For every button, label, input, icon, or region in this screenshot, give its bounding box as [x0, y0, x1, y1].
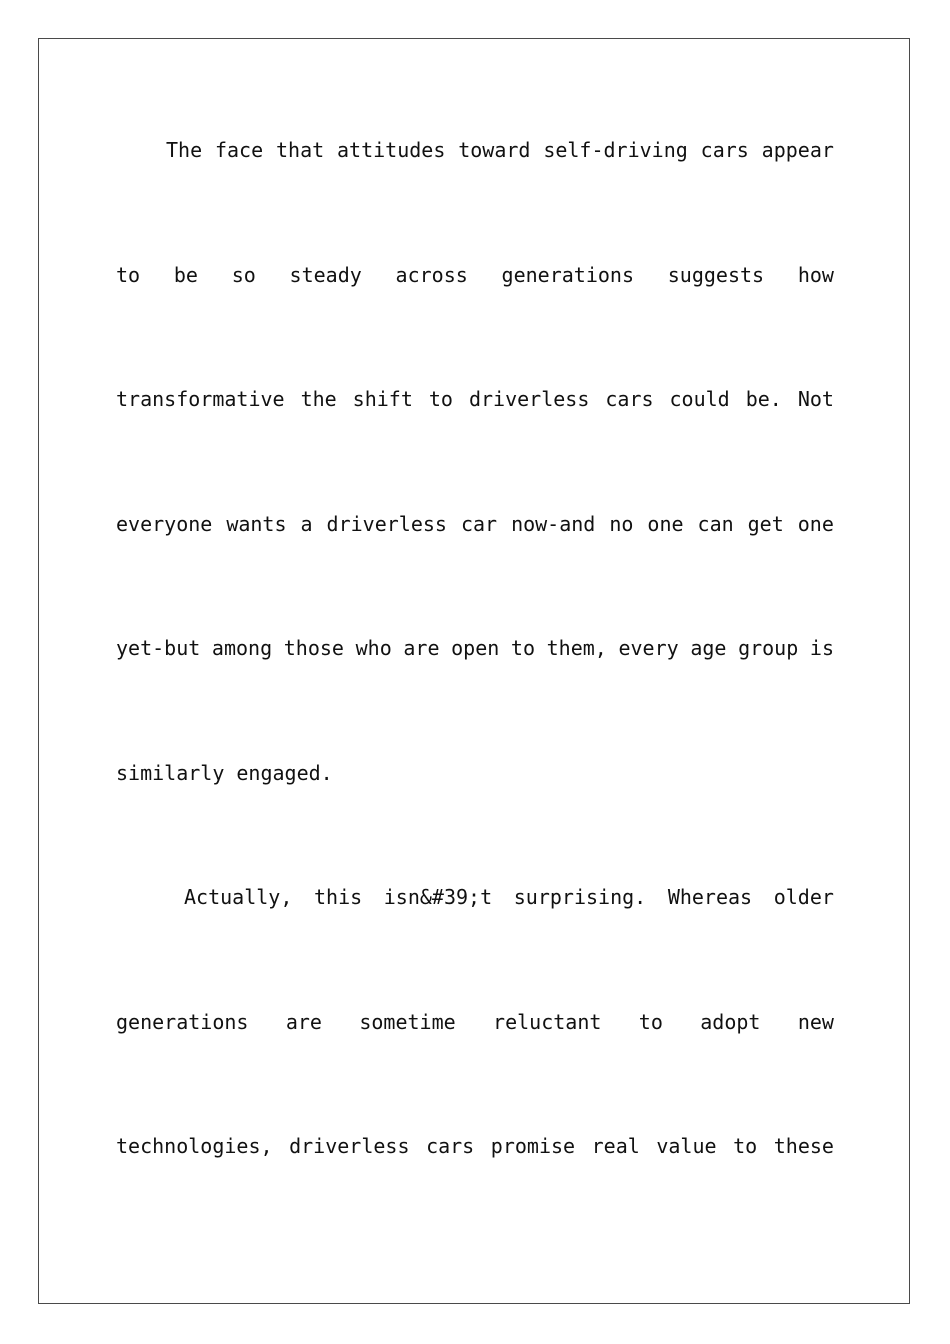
word: driverless	[326, 512, 447, 536]
word: be	[173, 263, 198, 287]
word: yet-but	[116, 636, 201, 660]
word: adopt	[700, 1010, 761, 1034]
word: appear	[761, 138, 834, 162]
word: every	[618, 636, 679, 660]
text-line	[116, 1132, 834, 1160]
word: are	[403, 636, 440, 660]
word: be.	[745, 387, 782, 411]
word: older	[773, 885, 834, 909]
word: driverless	[289, 1134, 410, 1158]
word: The	[166, 138, 203, 162]
word: generations	[501, 263, 634, 287]
word: suggests	[667, 263, 765, 287]
word: those	[283, 636, 344, 660]
word: a	[300, 512, 313, 536]
word: to	[428, 387, 453, 411]
word: to	[638, 1010, 663, 1034]
word: wants	[226, 512, 287, 536]
word: toward	[458, 138, 531, 162]
word: real	[591, 1134, 640, 1158]
word: the	[300, 387, 337, 411]
word: engaged.	[236, 761, 333, 785]
word: these	[773, 1134, 834, 1158]
text-line	[116, 510, 834, 538]
word: Not	[797, 387, 834, 411]
word: that	[275, 138, 325, 162]
text-line	[116, 261, 834, 289]
page-frame	[38, 38, 910, 1304]
word: now-and	[511, 512, 596, 536]
word: who	[355, 636, 392, 660]
text-line	[116, 634, 834, 662]
word: Whereas	[667, 885, 753, 909]
word: are	[285, 1010, 322, 1034]
word: open	[451, 636, 500, 660]
word: one	[647, 512, 684, 536]
word: no	[609, 512, 634, 536]
text-line	[166, 136, 834, 164]
word: car	[460, 512, 498, 536]
word: promise	[490, 1134, 576, 1158]
word: how	[797, 263, 834, 287]
word: generations	[116, 1010, 249, 1034]
word: surprising.	[513, 885, 647, 909]
word: them,	[546, 636, 607, 660]
word: value	[656, 1134, 717, 1158]
word: face	[214, 138, 264, 162]
word: technologies,	[116, 1134, 273, 1158]
word: cars	[605, 387, 654, 411]
word: so	[231, 263, 256, 287]
word: is	[809, 636, 834, 660]
word: age	[690, 636, 727, 660]
word: group	[738, 636, 799, 660]
word: to	[510, 636, 535, 660]
word: isn&#39;t	[383, 885, 493, 909]
word: everyone	[116, 512, 213, 536]
word: transformative	[116, 387, 285, 411]
word: one	[797, 512, 834, 536]
word: attitudes	[337, 138, 446, 162]
word: shift	[352, 387, 413, 411]
word: cars	[426, 1134, 475, 1158]
word: Actually,	[184, 885, 293, 909]
word: reluctant	[493, 1010, 602, 1034]
text-line	[184, 883, 834, 911]
word: steady	[289, 263, 362, 287]
word: could	[669, 387, 730, 411]
word: new	[797, 1010, 834, 1034]
word: to	[116, 263, 141, 287]
word: get	[747, 512, 784, 536]
text-line	[116, 759, 834, 787]
word: driverless	[468, 387, 590, 411]
word: to	[733, 1134, 758, 1158]
word: can	[697, 512, 734, 536]
text-line	[116, 1008, 834, 1036]
word: across	[395, 263, 468, 287]
word: cars	[700, 138, 749, 162]
word: sometime	[359, 1010, 456, 1034]
word: similarly	[116, 761, 225, 785]
word: this	[313, 885, 363, 909]
word: self-driving	[543, 138, 688, 162]
word: among	[211, 636, 273, 660]
text-line	[116, 385, 834, 413]
